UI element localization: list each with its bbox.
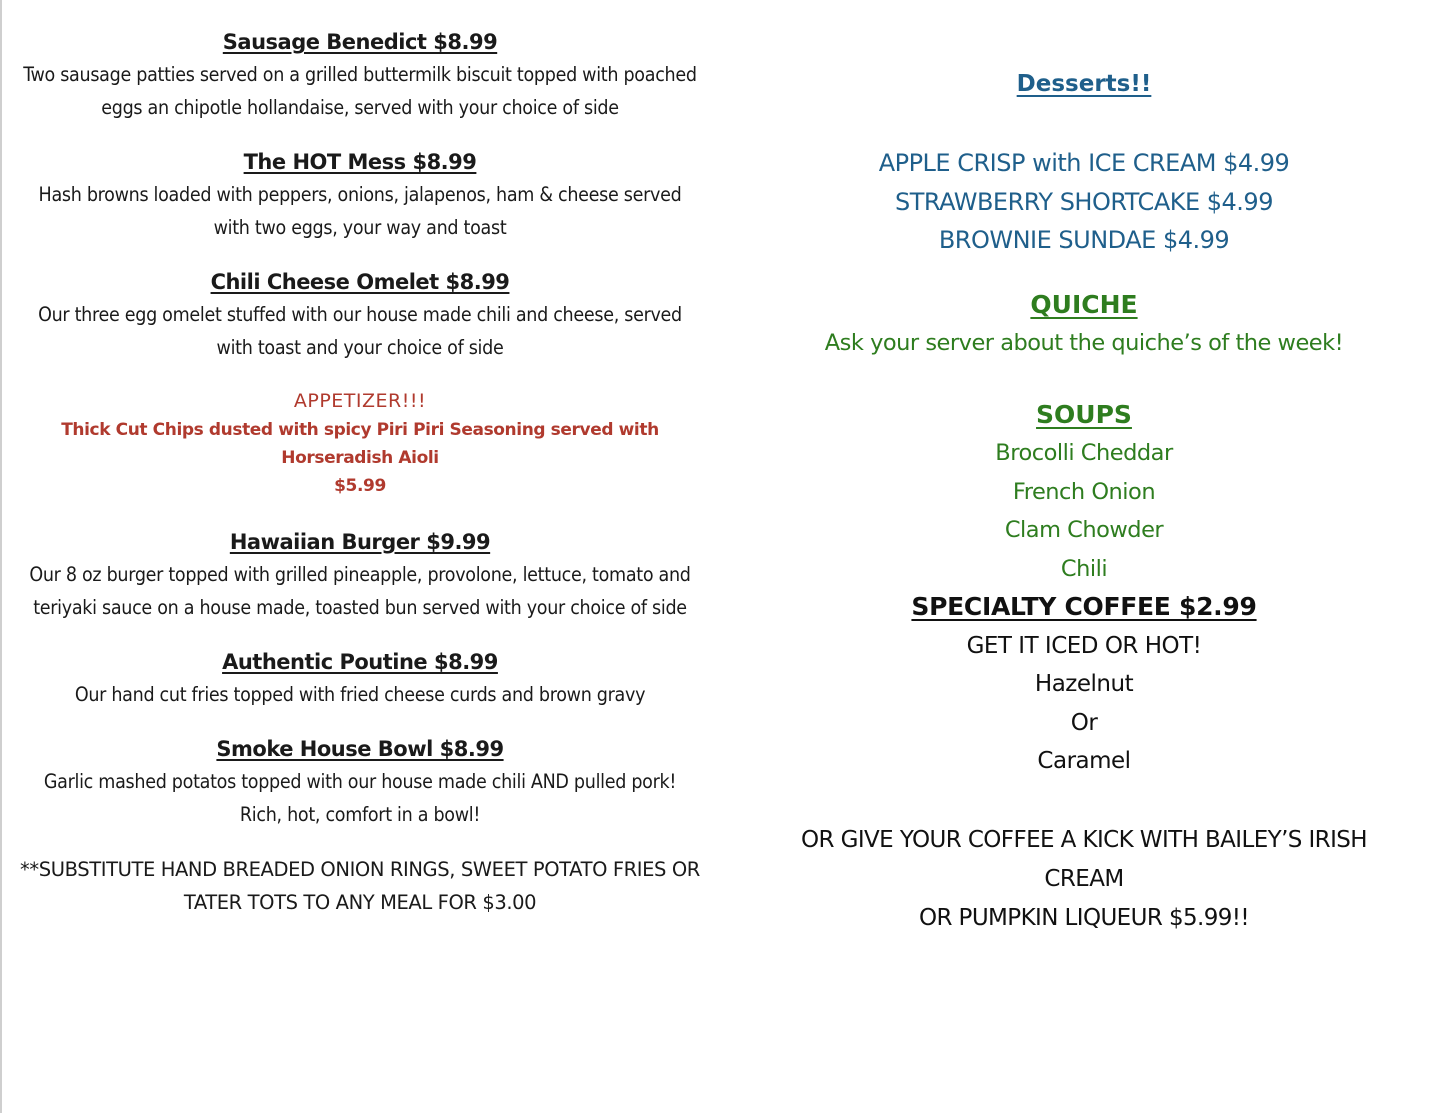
soup-item: Chili — [1060, 555, 1108, 582]
right-menu-column — [760, 64, 1408, 938]
menu-item-description: Hash browns loaded with peppers, onions, jalapenos, ham & cheese served with two eggs, your way and toast — [38, 183, 682, 239]
quiche-heading: QUICHE — [1030, 289, 1138, 319]
coffee-upsell — [760, 821, 1408, 938]
quiche-text: Ask your server about the quiche’s of the week! — [824, 329, 1344, 356]
coffee-line: GET IT ICED OR HOT! — [966, 632, 1202, 659]
dessert-item: BROWNIE SUNDAE $4.99 — [938, 226, 1230, 254]
menu-item-title: Hawaiian Burger $9.99 — [229, 530, 491, 554]
menu-item-authentic-poutine — [20, 646, 700, 711]
menu-item-description: Our three egg omelet stuffed with our house made chili and cheese, served with toast and your choice of side — [38, 303, 682, 359]
soup-item: French Onion — [1012, 478, 1156, 505]
menu-item-sausage-benedict — [20, 26, 700, 124]
menu-item-title: Authentic Poutine $8.99 — [222, 650, 498, 674]
coffee-upsell-line-2: OR PUMPKIN LIQUEUR $5.99!! — [918, 904, 1250, 931]
appetizer-price: $5.99 — [334, 476, 386, 496]
menu-item-title: Sausage Benedict $8.99 — [222, 30, 498, 54]
appetizer-description: Thick Cut Chips dusted with spicy Piri Piri Seasoning served with Horseradish Aioli — [61, 420, 659, 468]
desserts-list — [760, 144, 1408, 260]
appetizer-heading: APPETIZER!!! — [293, 390, 427, 412]
soup-item: Brocolli Cheddar — [995, 440, 1173, 466]
menu-item-hot-mess — [20, 146, 700, 244]
dessert-item: APPLE CRISP with ICE CREAM $4.99 — [878, 149, 1290, 177]
coffee-line: Caramel — [1037, 748, 1131, 774]
menu-item-title: The HOT Mess $8.99 — [243, 150, 477, 174]
soups-heading: SOUPS — [1036, 400, 1132, 429]
coffee-line: Or — [1070, 709, 1098, 736]
substitution-note: **SUBSTITUTE HAND BREADED ONION RINGS, SWEET POTATO FRIES OR TATER TOTS TO ANY MEAL FOR $3.00 — [20, 858, 700, 914]
coffee-section — [760, 588, 1408, 938]
menu-item-description: Two sausage patties served on a grilled buttermilk biscuit topped with poached eggs an chipotle hollandaise, served with your choice of side — [23, 63, 697, 119]
menu-item-description: Garlic mashed potatos topped with our house made chili AND pulled pork! — [43, 770, 677, 793]
quiche-section — [760, 286, 1408, 363]
appetizer-section — [20, 386, 700, 500]
dessert-item: STRAWBERRY SHORTCAKE $4.99 — [895, 187, 1273, 216]
menu-item-title: Smoke House Bowl $8.99 — [216, 737, 504, 761]
left-menu-column — [20, 26, 700, 919]
menu-item-hawaiian-burger — [20, 526, 700, 624]
coffee-upsell-line-1: OR GIVE YOUR COFFEE A KICK WITH BAILEY’S IRISH CREAM — [801, 826, 1367, 892]
menu-item-description-line-2: Rich, hot, comfort in a bowl! — [239, 803, 481, 826]
coffee-line: Hazelnut — [1034, 671, 1134, 697]
menu-item-smoke-house-bowl — [20, 733, 700, 831]
menu-item-description: Our 8 oz burger topped with grilled pineapple, provolone, lettuce, tomato and teriyaki sauce on a house made, toasted bun served with your choice of side — [29, 563, 691, 619]
menu-item-title: Chili Cheese Omelet $8.99 — [210, 270, 510, 294]
soup-item: Clam Chowder — [1004, 517, 1164, 543]
page-edge-divider — [0, 0, 2, 1113]
desserts-heading: Desserts!! — [1016, 71, 1152, 97]
soups-section — [760, 396, 1408, 588]
menu-item-chili-cheese-omelet — [20, 266, 700, 364]
coffee-heading: SPECIALTY COFFEE $2.99 — [911, 592, 1257, 621]
menu-item-description: Our hand cut fries topped with fried cheese curds and brown gravy — [74, 683, 646, 706]
